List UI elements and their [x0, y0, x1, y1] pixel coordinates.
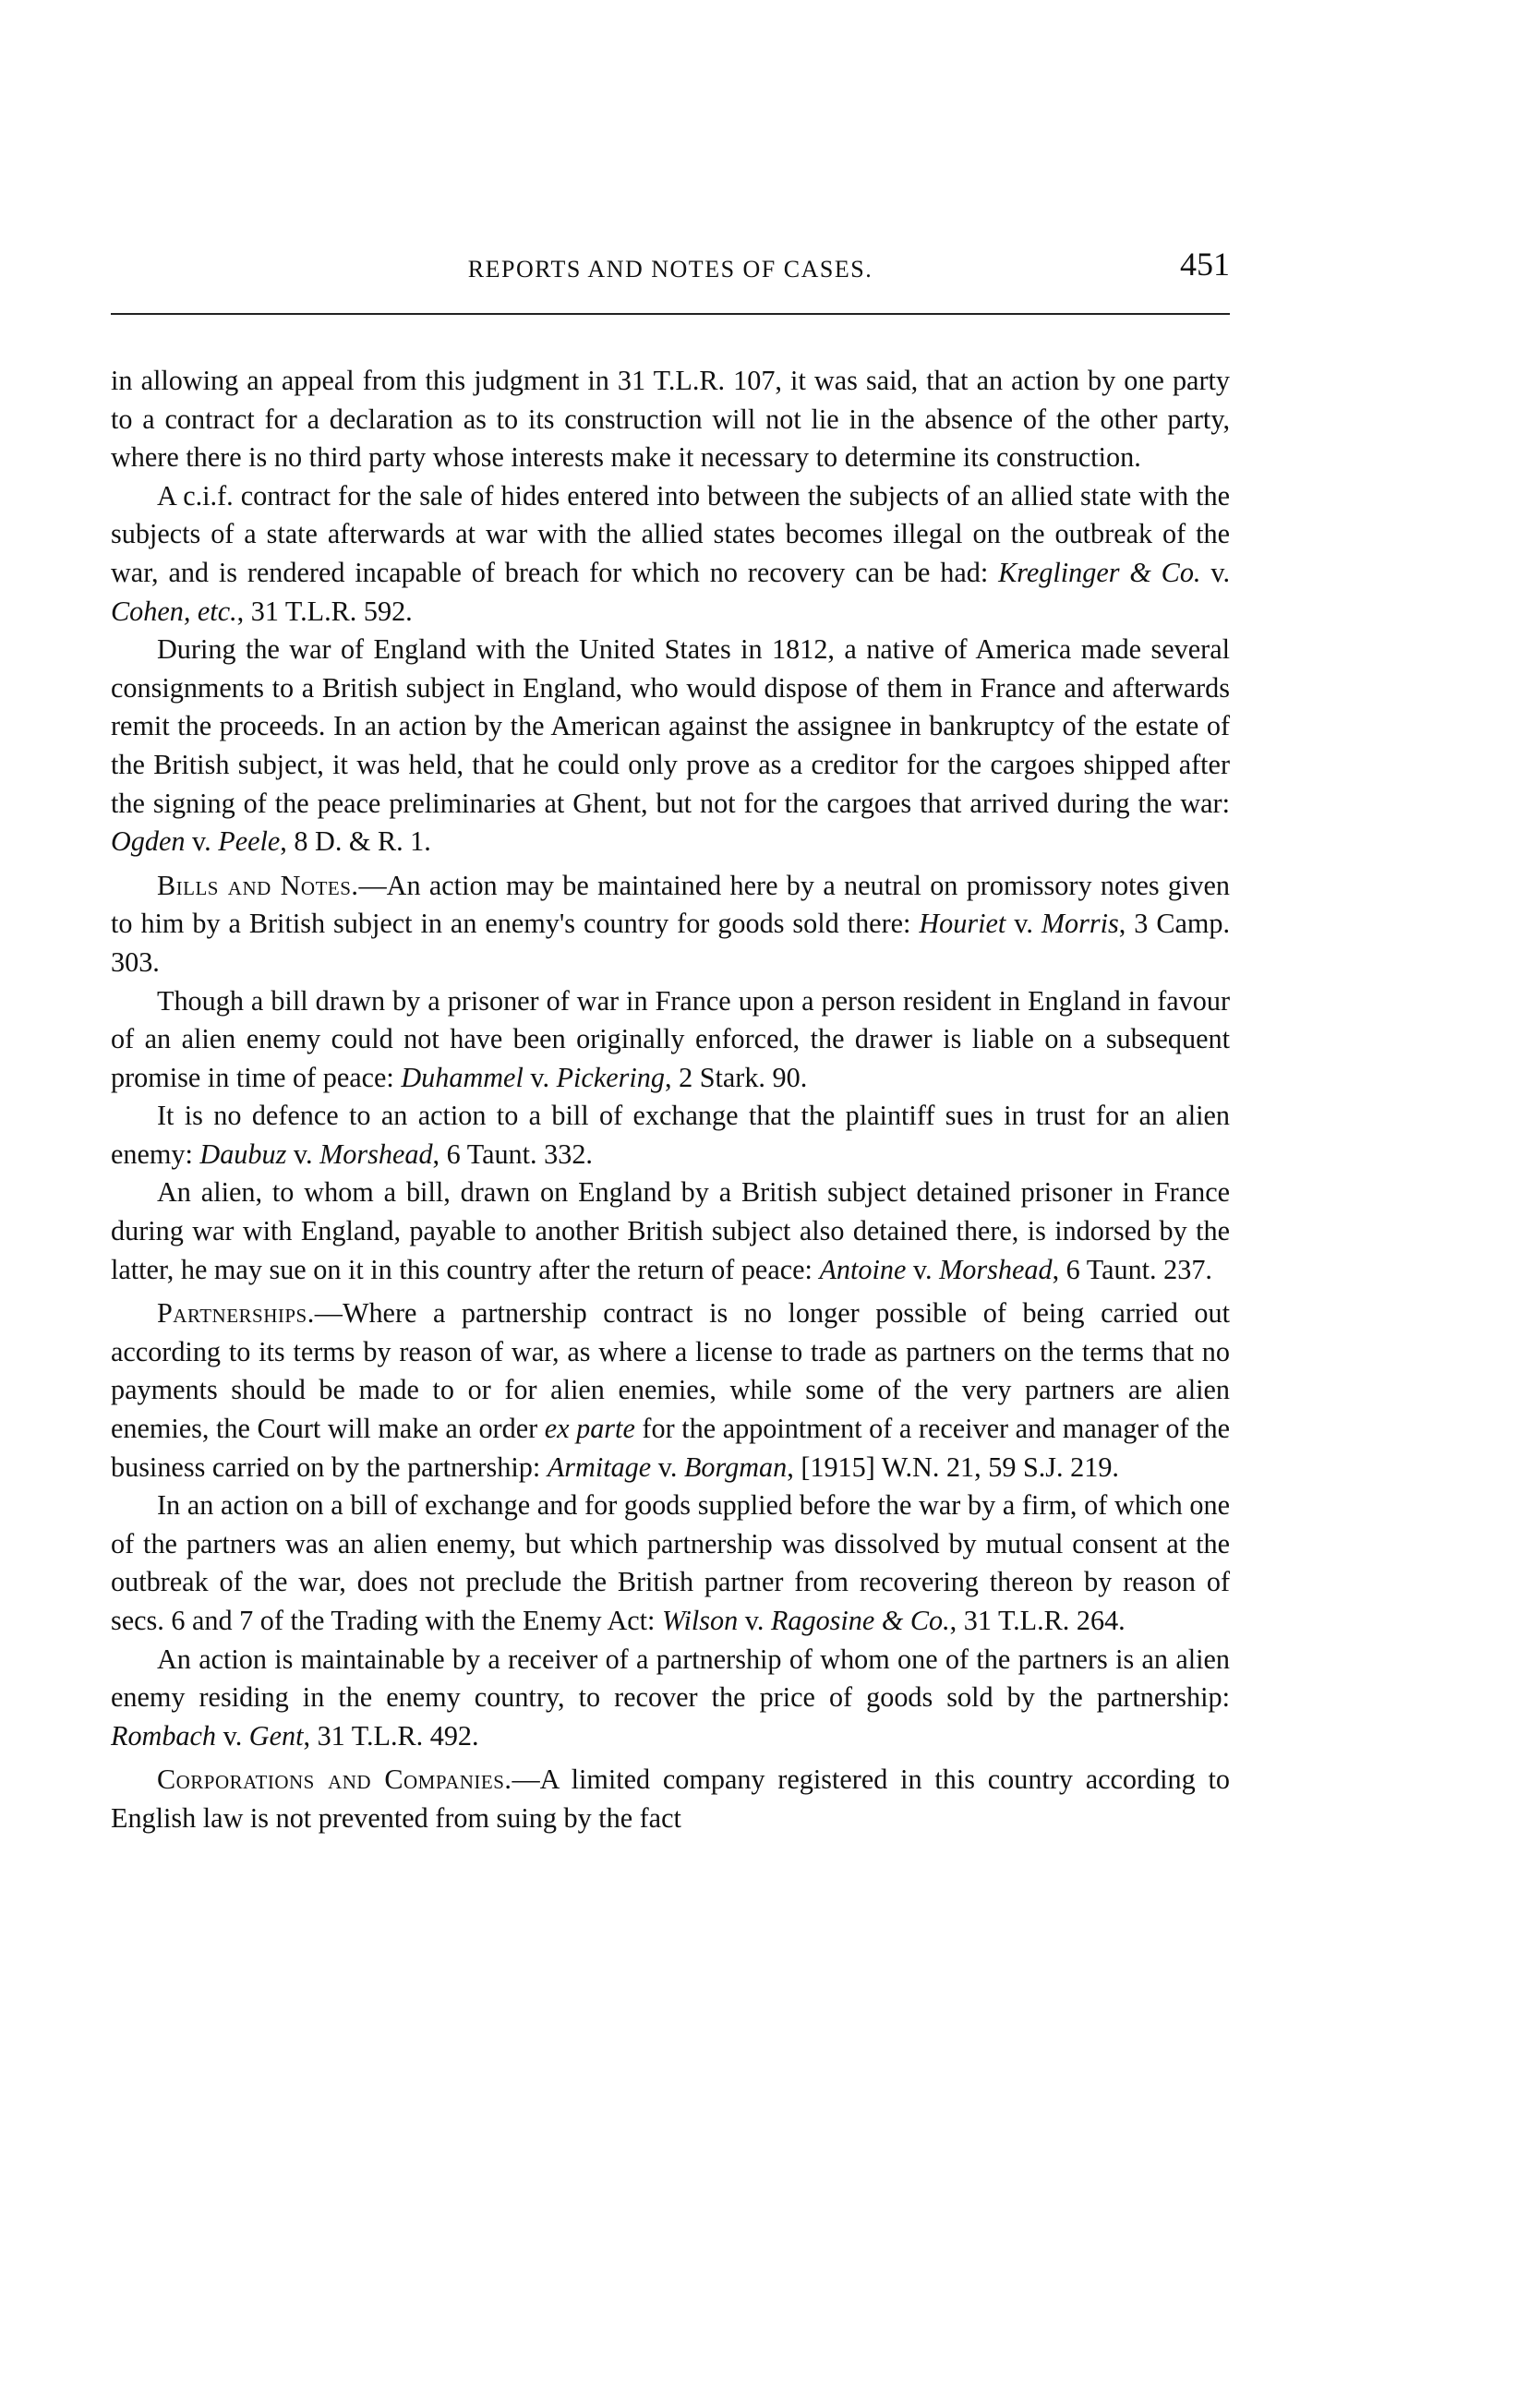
text-run: —A limited company registered in this country according to English law is not prevented from suing by the fact	[111, 1764, 1230, 1834]
case-name: Morshead	[939, 1253, 1053, 1285]
case-name: Daubuz	[199, 1138, 287, 1170]
case-name: Gent	[248, 1719, 304, 1752]
body-text	[111, 362, 1230, 1838]
case-name: ex parte	[544, 1413, 635, 1445]
section-heading: Partnerships.	[157, 1297, 315, 1330]
paragraph	[111, 362, 1230, 477]
text-run: , 31 T.L.R. 264.	[949, 1605, 1126, 1636]
case-name: Peele	[218, 825, 281, 858]
page	[111, 245, 1230, 1834]
section-paragraph	[111, 1294, 1230, 1487]
header-rule	[111, 313, 1230, 315]
case-name: Duhammel	[401, 1061, 524, 1093]
text-run: —Where a partnership contract is no longer possible of being carried out according to its terms by reason of war, as where a license to trade as partners on the terms that no payments should be made to or for alien enemies, while some of the very partners are alien enemies, the Court will make an order	[111, 1297, 1230, 1445]
case-name: Kreglinger & Co.	[998, 556, 1201, 588]
case-name: Antoine	[819, 1253, 907, 1285]
text-run: Though a bill drawn by a prisoner of war in France upon a person resident in England in favour of an alien enemy could not have been originally enforced, the drawer is liable on a subsequent promise in time of peace:	[111, 984, 1230, 1093]
case-name: Ogden	[111, 825, 186, 858]
text-run: v.	[1005, 908, 1041, 940]
paragraph	[111, 1097, 1230, 1174]
case-name: Wilson	[661, 1605, 739, 1636]
case-name: Borgman	[683, 1451, 788, 1483]
paragraph	[111, 1641, 1230, 1756]
paragraph	[111, 982, 1230, 1098]
case-name: Ragosine & Co.	[770, 1605, 950, 1636]
text-run: v.	[523, 1061, 557, 1093]
section-heading: Corporations and Companies.	[157, 1764, 512, 1796]
text-run: for the appointment of a receiver and manager of the business carried on by the partnership:	[111, 1413, 1230, 1483]
text-run: , 6 Taunt. 237.	[1052, 1253, 1212, 1285]
text-run: During the war of England with the United States in 1812, a native of America made several consignments to a British subject in England, who would dispose of them in France and afterwards remit the proceeds. In an action by the American against the assignee in bankruptcy of the estate of the British subject, it was held, that he could only prove as a creditor for the cargoes shipped after the signing of the peace preliminaries at Ghent, but not for the cargoes that arrived during the war:	[111, 633, 1230, 819]
case-name: Cohen, etc.	[111, 595, 237, 627]
case-name: Morshead	[319, 1138, 433, 1170]
text-run: , 8 D. & R. 1.	[280, 825, 431, 858]
text-run: —An action may be maintained here by a neutral on promissory notes given to him by a British subject in an enemy's country for goods sold there:	[111, 869, 1230, 940]
text-run: In an action on a bill of exchange and for goods supplied before the war by a firm, of which one of the partners was an alien enemy, but which partnership was dissolved by mutual consent at the outbreak of the war, does not preclude the British partner from recovering thereon by reason of secs. 6 and 7 of the Trading with the Enemy Act:	[111, 1489, 1230, 1636]
paragraph	[111, 477, 1230, 631]
text-run: It is no defence to an action to a bill of exchange that the plaintiff sues in trust for an alien enemy:	[111, 1100, 1230, 1170]
paragraph	[111, 1174, 1230, 1289]
text-run: v.	[286, 1138, 320, 1170]
case-name: Houriet	[919, 908, 1006, 940]
text-run: An alien, to whom a bill, drawn on England by a British subject detained prisoner in France during war with England, payable to another British subject also detained there, is indorsed by the latter, he may sue on it in this country after the return of peace:	[111, 1176, 1230, 1285]
text-run: , 31 T.L.R. 492.	[303, 1719, 479, 1752]
text-run: v.	[651, 1451, 684, 1483]
text-run: An action is maintainable by a receiver of a partnership of whom one of the partners is an alien enemy residing in the enemy country, to recover the price of goods sold by the partnership:	[111, 1643, 1230, 1714]
running-head: REPORTS AND NOTES OF CASES.	[467, 256, 873, 283]
text-run: , [1915] W.N. 21, 59 S.J. 219.	[787, 1451, 1119, 1483]
section-paragraph	[111, 867, 1230, 982]
text-run: v.	[216, 1719, 249, 1752]
text-run: , 31 T.L.R. 592.	[236, 595, 413, 627]
case-name: Pickering	[556, 1061, 665, 1093]
text-run: A c.i.f. contract for the sale of hides entered into between the subjects of an allied state with the subjects of a state afterwards at war with the allied states becomes illegal on the outbreak of the war, and is rendered incapable of breach for which no recovery can be had:	[111, 479, 1230, 588]
case-name: Rombach	[111, 1719, 217, 1752]
paragraph	[111, 631, 1230, 861]
text-run: v.	[738, 1605, 771, 1636]
page-header	[111, 245, 1230, 296]
text-run: , 2 Stark. 90.	[664, 1061, 808, 1093]
text-run: , 3 Camp. 303.	[111, 908, 1230, 978]
page-number: 451	[1180, 246, 1230, 283]
text-run: v.	[1200, 556, 1230, 588]
text-run: , 6 Taunt. 332.	[432, 1138, 593, 1170]
section-heading: Bills and Notes.	[157, 869, 359, 901]
case-name: Morris	[1041, 908, 1119, 940]
paragraph	[111, 1487, 1230, 1640]
text-run: v.	[906, 1253, 940, 1285]
text-run: in allowing an appeal from this judgment in 31 T.L.R. 107, it was said, that an action by one party to a contract for a declaration as to its construction will not lie in the absence of the other party, where there is no third party whose interests make it necessary to determine its construction.	[111, 365, 1230, 474]
section-paragraph	[111, 1761, 1230, 1837]
text-run: v.	[185, 825, 219, 858]
case-name: Armitage	[547, 1451, 652, 1483]
